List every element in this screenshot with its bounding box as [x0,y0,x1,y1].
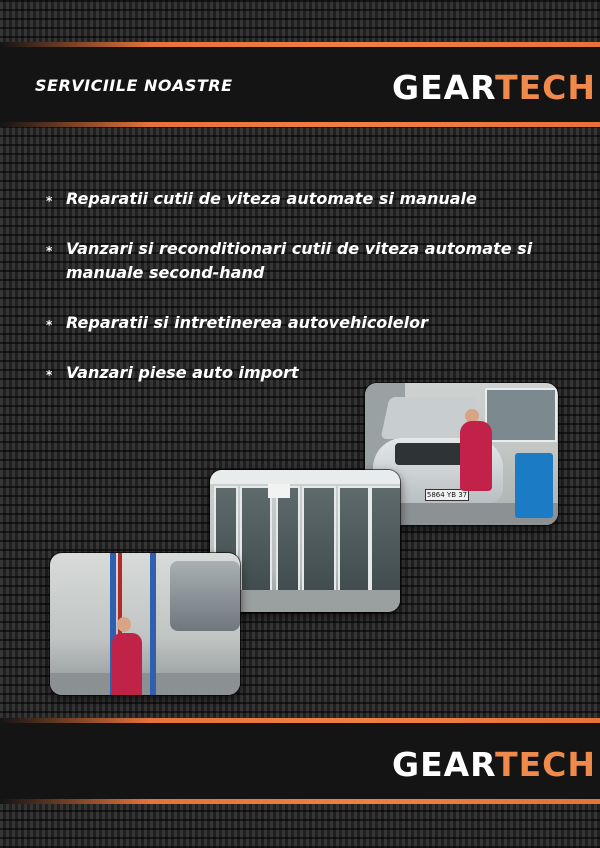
floor [50,673,240,695]
logo-tech-text: TECH [495,68,596,107]
geartech-logo[interactable] [392,68,596,107]
header-orange-stripe-top [0,42,600,47]
bullet-icon: * [46,368,53,382]
logo-tech-text: TECH [495,745,596,784]
photo-mechanic-lift [50,553,240,695]
geartech-logo-footer[interactable] [392,745,596,784]
bullet-icon: * [46,194,53,208]
service-item [46,311,536,335]
glass-pane [338,486,370,600]
roof [210,470,400,484]
lifted-car [170,561,240,631]
logo-gear-text: GEAR [392,745,496,784]
service-text: Vanzari piese auto import [66,363,299,382]
bullet-icon: * [46,244,53,258]
bullet-icon: * [46,318,53,332]
header-band [0,42,600,127]
footer-orange-stripe-top [0,718,600,723]
service-item [46,361,536,385]
glass-pane [240,486,272,600]
tool-cabinet [515,453,553,518]
glass-pane [302,486,336,600]
service-item [46,187,536,211]
section-title: SERVICIILE NOASTRE [35,76,233,95]
lift-post [150,553,156,695]
footer-band [0,718,600,804]
logo-gear-text: GEAR [392,68,496,107]
license-plate: 5864 YB 37 [426,491,468,499]
footer-orange-stripe-bottom [0,799,600,804]
header-orange-stripe-bottom [0,122,600,127]
service-text: Vanzari si reconditionari cutii de viteza automate si manuale second-hand [66,239,533,282]
window [485,388,557,442]
ac-unit [268,484,290,498]
service-text: Reparatii cutii de viteza automate si manuale [66,189,477,208]
glass-pane [276,486,300,600]
services-list [46,187,536,385]
mechanic-head [117,617,131,632]
mechanic [112,633,142,695]
glass-pane [370,486,400,600]
mechanic [460,421,492,491]
service-text: Reparatii si intretinerea autovehicolelor [66,313,428,332]
service-item [46,237,536,285]
